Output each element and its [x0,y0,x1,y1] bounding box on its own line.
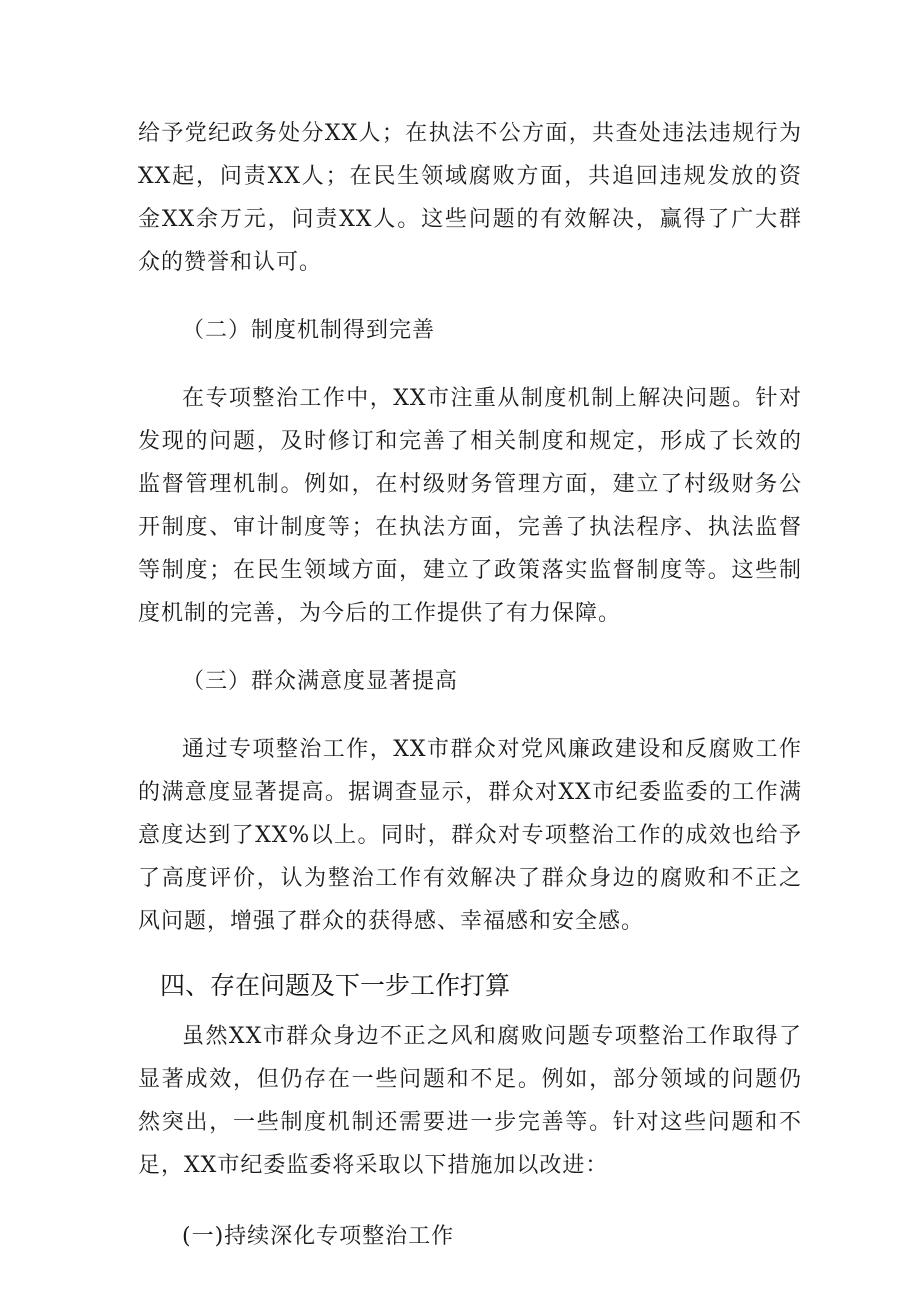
section-problems-and-next-steps [138,964,802,1258]
subsection-public-satisfaction [138,660,802,943]
section-title-4: 四、存在问题及下一步工作打算 [160,971,511,1000]
subsection-paragraph-2: 在专项整治工作中，XX市注重从制度机制上解决问题。针对发现的问题，及时修订和完善了相关制度和规定，形成了长效的监督管理机制。例如，在村级财务管理方面，建立了村级财务公开制度、审计制度等；在执法方面，完善了执法程序、执法监督等制度；在民生领域方面，建立了政策落实监督制度等。这些制度机制的完善，为今后的工作提供了有力保障。 [138,386,802,626]
subsection-institutional-mechanisms [138,309,802,635]
subsection-heading-3: （三）群众满意度显著提高 [182,669,459,694]
section-4-subheading-1: (一)持续深化专项整治工作 [182,1224,455,1249]
subsection-heading-2: （二）制度机制得到完善 [182,318,436,343]
section-paragraph-4: 虽然XX市群众身边不正之风和腐败问题专项整治工作取得了显著成效，但仍存在一些问题和不足。例如，部分领域的问题仍然突出，一些制度机制还需要进一步完善等。针对这些问题和不足，XX市纪委监委将采取以下措施加以改进： [138,1024,802,1178]
intro-paragraph: 给予党纪政务处分XX人；在执法不公方面，共查处违法违规行为XX起，问责XX人；在民生领域腐败方面，共追回违规发放的资金XX余万元，问责XX人。这些问题的有效解决，赢得了广大群众的赞誉和认可。 [138,121,802,275]
subsection-paragraph-3: 通过专项整治工作，XX市群众对党风廉政建设和反腐败工作的满意度显著提高。据调查显示，群众对XX市纪委监委的工作满意度达到了XX%以上。同时，群众对专项整治工作的成效也给予了高度评价，认为整治工作有效解决了群众身边的腐败和不正之风问题，增强了群众的获得感、幸福感和安全感。 [138,737,802,934]
